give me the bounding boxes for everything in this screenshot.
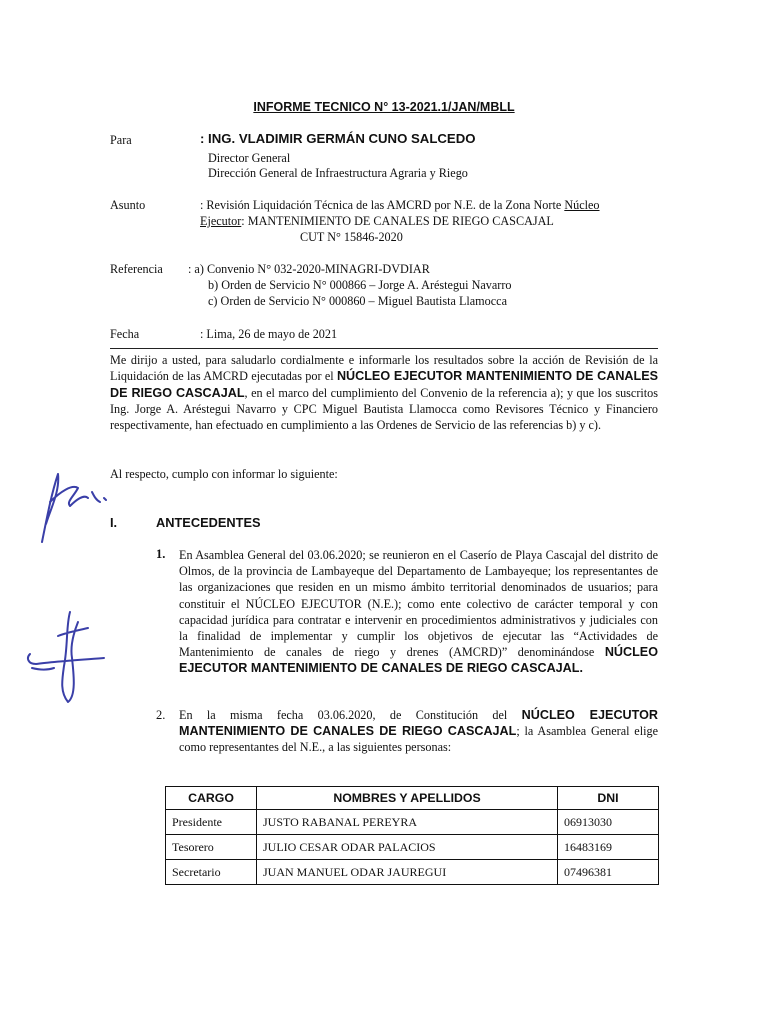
referencia-item-c: c) Orden de Servicio N° 000860 – Miguel Bautista Llamocca: [208, 294, 507, 308]
item-1-text: En Asamblea General del 03.06.2020; se reunieron en el Caserío de Playa Cascajal del distrito de Olmos, de la provincia de Lambayeque del Departamento de Lambayeque; los representantes de las organizaciones que residen en un mismo ámbito territorial denominados de usuarios; para constituir el NÚCLEO EJECUTOR (N.E.); como ente colectivo de carácter temporal y con capacidad jurídica para contratar e intervenir en procedimientos administrativos y judiciales con la finalidad de implementar y cumplir los objetivos de ejecutar las “Actividades de Mantenimiento de canales de riego y drenes (AMCRD)” denominándose NÚCLEO EJECUTOR MANTENIMIENTO DE CANALES DE RIEGO CASCAJAL.: [179, 548, 658, 676]
cell-nombre: JULIO CESAR ODAR PALACIOS: [257, 835, 558, 860]
column-header-dni: DNI: [558, 787, 659, 810]
asunto-label: Asunto: [110, 198, 146, 212]
asunto-line-2: Ejecutor: MANTENIMIENTO DE CANALES DE RIEGO CASCAJAL: [200, 214, 554, 228]
asunto-line-3: CUT N° 15846-2020: [300, 230, 403, 244]
cell-nombre: JUAN MANUEL ODAR JAUREGUI: [257, 860, 558, 885]
recipient-office: Dirección General de Infraestructura Agraria y Riego: [208, 166, 468, 180]
cell-dni: 06913030: [558, 810, 659, 835]
cell-nombre: JUSTO RABANAL PEREYRA: [257, 810, 558, 835]
header-divider: [110, 348, 658, 349]
column-header-cargo: CARGO: [166, 787, 257, 810]
cell-dni: 07496381: [558, 860, 659, 885]
referencia-label: Referencia: [110, 262, 163, 276]
asunto-line-1: : Revisión Liquidación Técnica de las AMCRD por N.E. de la Zona Norte Núcleo: [200, 198, 600, 212]
section-numeral: I.: [110, 515, 118, 530]
intro-closing: Al respecto, cumplo con informar lo siguiente:: [110, 467, 338, 481]
table-row: [166, 810, 659, 835]
fecha-value: : Lima, 26 de mayo de 2021: [200, 327, 338, 341]
table-row: [166, 860, 659, 885]
referencia-item-a: : a) Convenio N° 032-2020-MINAGRI-DVDIAR: [188, 262, 430, 276]
item-2-text: En la misma fecha 03.06.2020, de Constitución del NÚCLEO EJECUTOR MANTENIMIENTO DE CANALES DE RIEGO CASCAJAL; la Asamblea General elige como representantes del N.E., a las siguientes personas:: [179, 708, 658, 755]
item-1-number: 1.: [156, 547, 166, 561]
fecha-label: Fecha: [110, 327, 140, 341]
item-2-number: 2.: [156, 708, 166, 722]
column-header-nombres: NOMBRES Y APELLIDOS: [257, 787, 558, 810]
table-header-row: [166, 787, 659, 810]
recipient-position: Director General: [208, 151, 291, 165]
signature-2-icon: [18, 606, 114, 710]
table-row: [166, 835, 659, 860]
intro-paragraph: Me dirijo a usted, para saludarlo cordialmente e informarle los resultados sobre la acción de Revisión de la Liquidación de las AMCRD ejecutadas por el NÚCLEO EJECUTOR MANTENIMIENTO DE CANALES DE RIEGO CASCAJAL, en el marco del cumplimiento del Convenio de la referencia a); y que los suscritos Ing. Jorge A. Aréstegui Navarro y CPC Miguel Bautista Llamocca como Revisores Técnico y Financiero respectivamente, han efectuado en cumplimiento a las Ordenes de Servicio de las referencias b) y c).: [110, 353, 658, 433]
para-label: Para: [110, 133, 132, 147]
cell-cargo: Secretario: [166, 860, 257, 885]
signature-1-icon: [30, 462, 120, 552]
recipient-name: : ING. VLADIMIR GERMÁN CUNO SALCEDO: [200, 131, 476, 146]
cell-cargo: Tesorero: [166, 835, 257, 860]
section-title: ANTECEDENTES: [156, 515, 261, 530]
representatives-table: [165, 786, 659, 885]
cell-dni: 16483169: [558, 835, 659, 860]
referencia-item-b: b) Orden de Servicio N° 000866 – Jorge A. Aréstegui Navarro: [208, 278, 512, 292]
cell-cargo: Presidente: [166, 810, 257, 835]
report-title: INFORME TECNICO N° 13-2021.1/JAN/MBLL: [253, 100, 515, 114]
